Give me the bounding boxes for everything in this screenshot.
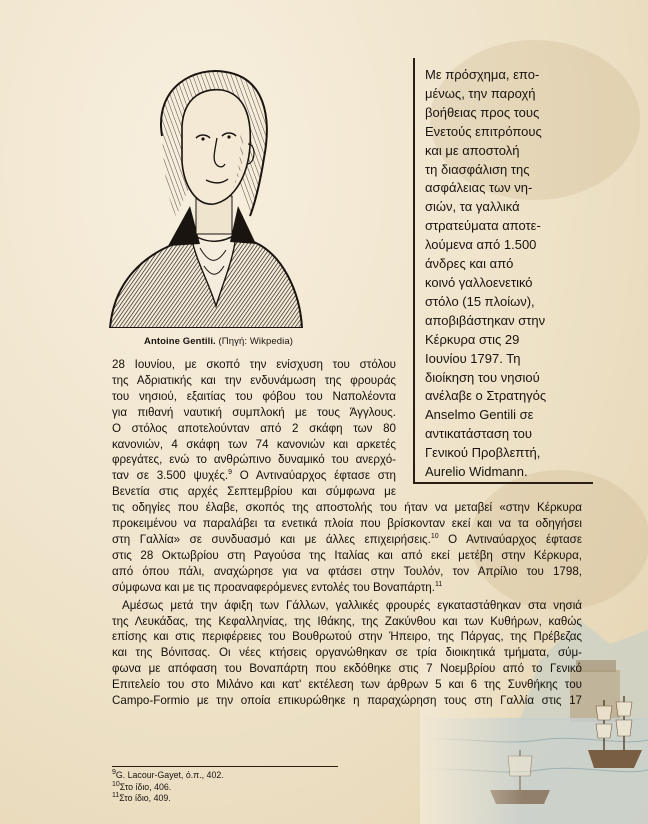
sidebar-line: και με αποστολή <box>425 142 520 158</box>
sidebar-line: Κέρκυρα στις 29 <box>425 331 520 347</box>
sidebar-line: διοίκηση του νησιού <box>425 369 540 385</box>
sidebar-line: Με πρόσχημα, επο- <box>425 67 540 82</box>
body-line: Επιτελείο του στο Μιλάνο και κατ' εκτέλεση των άρθρων 5 και 6 της Συνθήκης του <box>112 678 582 692</box>
footnote-text: G. Lacour-Gayet, ό.π., 402. <box>115 770 224 780</box>
body-line: Βενετία στις αρχές Σεπτεμβρίου και σύμφωνα με <box>112 485 396 499</box>
sidebar-line: αποβιβάστηκαν στην <box>425 312 546 328</box>
sidebar-line: Aurelio Widmann. <box>425 464 528 480</box>
footnote-number: 11 <box>112 792 120 800</box>
body-line <box>112 532 582 548</box>
main-body-text <box>112 357 582 709</box>
footnote-number: 9 <box>112 769 116 777</box>
sidebar-line: Anselmo Gentili σε <box>425 407 534 423</box>
footnote-divider <box>112 766 338 767</box>
sidebar-line: σιών, τα γαλλικά <box>425 199 520 215</box>
body-line <box>112 580 582 596</box>
footnote-ref-11[interactable]: 11 <box>434 580 443 588</box>
sidebar-line: στρατεύματα αποτε- <box>425 218 541 234</box>
body-line: προκειμένου να παραλάβει τα ενετικά πλοία που βρίσκονταν εκεί και να τα οδηγήσει <box>112 517 582 531</box>
body-line: τις οδηγίες που έλαβε, σκοπός της αποστολής του ήταν να μεταβεί «στην Κέρκυρα <box>112 501 582 515</box>
sidebar-line: ανέλαβε ο Στρατηγός <box>425 388 547 404</box>
footnote <box>112 770 224 782</box>
sidebar-line: λούμενα από 1.500 <box>425 237 537 253</box>
sidebar-line: στόλο (15 πλοίων), <box>425 293 535 309</box>
sidebar-line: αντικατάσταση του <box>425 426 533 442</box>
body-line: Ο στόλος αποτελούνταν από 2 σκάφη των 80 <box>112 421 396 435</box>
sidebar-line: βοήθειας προς τους <box>425 104 540 120</box>
portrait-caption <box>144 336 293 347</box>
body-line: κανονιών, 4 σκάφη των 74 κανονιών και αρκετές <box>112 437 396 451</box>
body-line-part: στη Γαλλία» σε συνδυασμό και με άλλες επιχειρήσεις. <box>112 532 431 546</box>
footnote-ref-9[interactable]: 9 <box>228 469 233 477</box>
body-line-part: σύμφωνα και με τις προαναφερόμενες εντολές του Βοναπάρτη. <box>112 580 435 594</box>
sidebar-line: άνδρες και από <box>425 256 514 272</box>
sidebar-line: Γενικού Προβλεπτή, <box>425 445 541 461</box>
body-line: του νησιού, εξαιτίας του φόβου του Ναπολέοντα <box>112 389 396 403</box>
footnote-text: Στο ίδιο, 406. <box>119 781 172 792</box>
body-line-part: ταν σε 3.500 ψυχές. <box>112 469 229 483</box>
caption-source: (Πηγή: Wikpedia) <box>218 336 294 347</box>
footnote-ref-10[interactable]: 10 <box>430 533 439 541</box>
body-line: από όπου πάλι, αναχώρησε για να φτάσει στην Τουλόν, τον Απρίλιο του 1798, <box>112 564 582 578</box>
body-line: 28 Ιουνίου, με σκοπό την ενίσχυση του στόλου <box>112 358 396 371</box>
footnote <box>112 782 224 794</box>
body-line-part: Αμέσως μετά την άφιξη των Γάλλων, γαλλικές φρουρές εγκαταστάθηκαν στα νησιά <box>122 598 582 612</box>
body-line-part: Ο Αντιναύαρχος έφτασε <box>438 532 582 546</box>
footnote-text: Στο ίδιο, 409. <box>119 793 171 804</box>
footnotes <box>112 770 224 805</box>
sidebar-line: τη διασφάλιση της <box>425 161 530 177</box>
sidebar-line: Ενετούς επιτρόπους <box>425 123 542 139</box>
body-line: στις 28 Οκτωβρίου στη Ραγούσα της Ιταλίας και από εκεί μετέβη στην Κέρκυρα, <box>112 548 582 562</box>
caption-name: Antoine Gentili. <box>144 336 216 347</box>
body-line: Campo-Formio με την οποία επικυρώθηκε η παραχώρηση τους στη Γαλλία στις 17 <box>112 694 582 708</box>
body-line: και της Βόνιτσας. Οι νέες κτήσεις οργανώθηκαν σε τρία διοικητικά τμήματα, σύμ- <box>112 646 582 660</box>
footnote <box>112 793 224 805</box>
body-line <box>112 598 582 614</box>
sidebar-line: μένως, την παροχή <box>425 85 536 101</box>
footnote-number: 10 <box>112 780 120 788</box>
body-line: της Αδριατικής και την ενδυνάμωση της φρουράς <box>112 373 396 387</box>
sidebar-line: Ιουνίου 1797. Τη <box>425 350 521 366</box>
body-line-part: Ο Αντιναύαρχος έφτασε στη <box>232 469 396 483</box>
body-line: φωνα με απόφαση του Βοναπάρτη που εκδόθηκε στις 7 Νοεμβρίου από το Γενικό <box>112 662 582 676</box>
body-line: της Λευκάδας, της Κεφαλληνίας, της Ιθάκης, της Ζακύνθου και των Κυθήρων, καθώς <box>112 614 582 628</box>
body-line: για πιθανή ναυτική συμπλοκή με τους Άγγλους. <box>112 405 396 419</box>
body-line <box>112 468 396 484</box>
portrait-engraving <box>104 66 304 328</box>
body-line: επίσης και στις περιφέρειες του Βουθρωτού στην Ήπειρο, της Πάργας, της Πρέβεζας <box>112 630 582 644</box>
sidebar-line: κοινό γαλλοενετικό <box>425 274 533 290</box>
body-line: φρεγάτες, ενώ το ανθρώπινο δυναμικό του ανερχό- <box>112 453 396 467</box>
sidebar-line: ασφάλειας των νη- <box>425 180 533 196</box>
